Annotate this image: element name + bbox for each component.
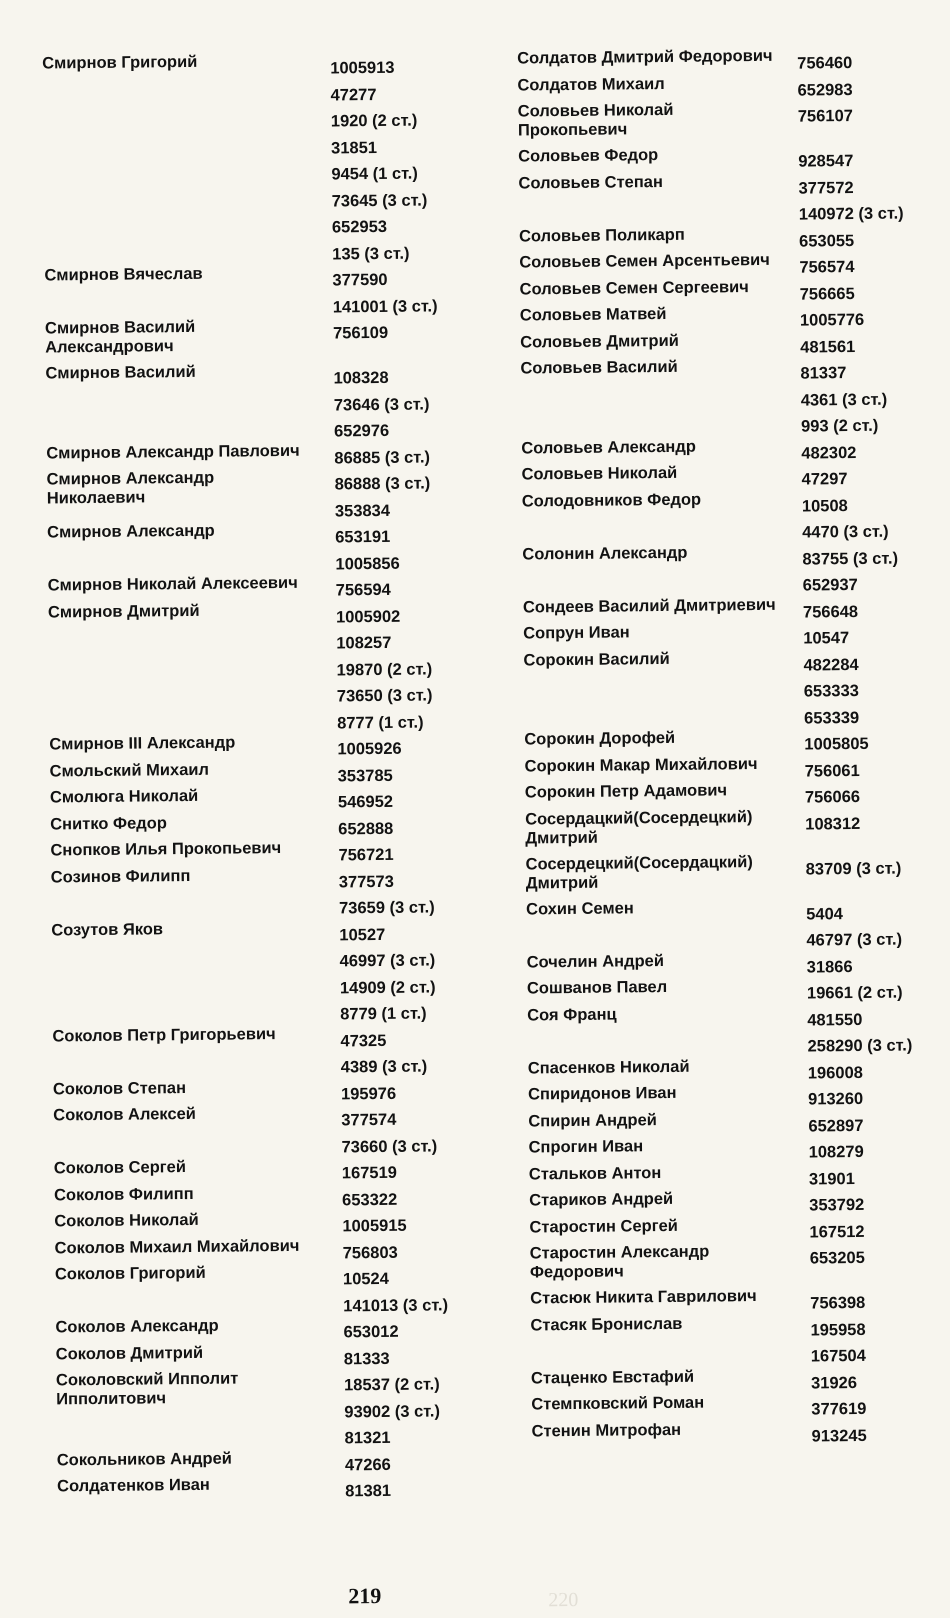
entry-name: Соколов Степан bbox=[52, 1078, 187, 1098]
entry-number: 913260 bbox=[808, 1090, 864, 1109]
entry-name: Сопрун Иван bbox=[523, 623, 630, 643]
entry-name: Сосердецкий(Сосердацкий) bbox=[525, 852, 753, 874]
entry-number: 4361 (3 ст.) bbox=[800, 390, 888, 410]
entry-number: 546952 bbox=[337, 792, 394, 812]
entry-number: 18537 (2 ст.) bbox=[343, 1375, 440, 1395]
entry-number: 31901 bbox=[808, 1169, 855, 1189]
entry-name: Смольский Михаил bbox=[49, 760, 210, 780]
entry-name: Соколов Сергей bbox=[53, 1158, 187, 1178]
entry-name: Соловьев Николай bbox=[517, 100, 674, 121]
entry-name: Солдатенков Иван bbox=[57, 1475, 210, 1496]
entry-number: 482284 bbox=[803, 655, 859, 675]
entry-name: Федорович bbox=[529, 1262, 624, 1282]
entry-number: 652888 bbox=[338, 819, 394, 838]
entry-number: 1005776 bbox=[799, 310, 865, 330]
entry-name: Созинов Филипп bbox=[50, 866, 191, 886]
entry-number: 913245 bbox=[811, 1426, 867, 1446]
entry-number: 81333 bbox=[343, 1349, 390, 1368]
entry-name: Смолюга Николай bbox=[49, 786, 199, 807]
entry-number: 756066 bbox=[804, 788, 861, 807]
entry-name: Старостин Сергей bbox=[529, 1216, 678, 1237]
entry-name: Сочелин Андрей bbox=[526, 951, 665, 972]
entry-name: Смирнов Александр bbox=[46, 468, 215, 489]
entry-number: 19661 (2 ст.) bbox=[806, 983, 903, 1003]
entry-number: 167519 bbox=[341, 1163, 398, 1183]
entry-number: 258290 (3 ст.) bbox=[807, 1036, 913, 1056]
entry-name: Стасяк Бронислав bbox=[530, 1314, 683, 1335]
entry-number: 47297 bbox=[801, 470, 848, 489]
entry-name: Соловьев Матвей bbox=[519, 305, 667, 325]
entry-number: 993 (2 ст.) bbox=[800, 416, 879, 436]
entry-name: Соколов Филипп bbox=[53, 1184, 194, 1204]
entry-name: Стариков Андрей bbox=[529, 1190, 674, 1210]
entry-name: Сорокин Макар Михайлович bbox=[524, 754, 758, 776]
entry-number: 31866 bbox=[806, 957, 853, 977]
entry-name: Старостин Александр bbox=[529, 1242, 710, 1263]
entry-number: 86885 (3 ст.) bbox=[334, 447, 431, 468]
entry-number: 47266 bbox=[344, 1455, 391, 1474]
entry-name: Смирнов Александр Павлович bbox=[46, 441, 300, 463]
entry-number: 73646 (3 ст.) bbox=[333, 395, 430, 415]
entry-name: Соловьев Василий bbox=[520, 357, 678, 378]
entry-name: Солдатов Михаил bbox=[517, 74, 665, 95]
entry-number: 10547 bbox=[803, 629, 850, 648]
entry-name: Сорокин Петр Адамович bbox=[524, 781, 728, 802]
entry-name: Солодовников Федор bbox=[521, 490, 702, 511]
entry-name: Соколов Михаил Михайлович bbox=[54, 1236, 300, 1257]
entry-number: 1005913 bbox=[330, 58, 395, 78]
entry-name: Стаценко Евстафий bbox=[530, 1367, 695, 1388]
entry-name: Смирнов Дмитрий bbox=[47, 601, 200, 622]
entry-number: 31851 bbox=[331, 138, 378, 157]
entry-number: 195976 bbox=[340, 1084, 397, 1103]
entry-number: 928547 bbox=[798, 152, 854, 171]
entry-name: Снопков Илья Прокопьевич bbox=[50, 839, 282, 860]
entry-number: 47325 bbox=[340, 1031, 387, 1050]
entry-name: Смирнов Григорий bbox=[42, 52, 198, 73]
entry-number: 1005856 bbox=[335, 554, 400, 573]
entry-name: Спиридонов Иван bbox=[527, 1084, 677, 1104]
page-number: 219 bbox=[348, 1583, 382, 1609]
entry-number: 652897 bbox=[808, 1116, 864, 1136]
entry-number: 8779 (1 ст.) bbox=[340, 1004, 427, 1024]
entry-number: 73659 (3 ст.) bbox=[338, 898, 435, 918]
entry-name: Сондеев Василий Дмитриевич bbox=[522, 595, 776, 617]
entry-number: 167512 bbox=[809, 1222, 865, 1242]
entry-number: 83709 (3 ст.) bbox=[805, 859, 902, 879]
entry-number: 653322 bbox=[342, 1190, 398, 1209]
entry-number: 652953 bbox=[331, 217, 388, 237]
entry-name: Соловьев Александр bbox=[521, 437, 696, 458]
entry-number: 353785 bbox=[337, 766, 393, 785]
entry-number: 377590 bbox=[332, 270, 388, 290]
entry-number: 756109 bbox=[332, 323, 389, 343]
entry-number: 10524 bbox=[342, 1269, 389, 1289]
entry-name: Снитко Федор bbox=[50, 813, 167, 833]
entry-number: 108279 bbox=[808, 1143, 864, 1162]
entry-number: 83755 (3 ст.) bbox=[802, 549, 899, 569]
entry-number: 46797 (3 ст.) bbox=[806, 930, 903, 950]
entry-name: Стенин Митрофан bbox=[531, 1420, 682, 1441]
entry-number: 377573 bbox=[338, 872, 394, 891]
entry-name: Александрович bbox=[45, 337, 174, 357]
entry-name: Соколов Дмитрий bbox=[55, 1343, 204, 1363]
entry-name: Соловьев Степан bbox=[518, 172, 663, 193]
entry-name: Соколов Николай bbox=[54, 1210, 199, 1231]
entry-name: Сошванов Павел bbox=[526, 978, 668, 998]
entry-number: 10527 bbox=[339, 925, 386, 944]
entry-name: Дмитрий bbox=[525, 873, 599, 893]
entry-number: 756721 bbox=[338, 845, 394, 865]
entry-name: Дмитрий bbox=[525, 828, 599, 848]
entry-number: 14909 (2 ст.) bbox=[339, 977, 436, 997]
entry-name: Смирнов Вячеслав bbox=[44, 264, 203, 285]
entry-number: 756574 bbox=[799, 258, 855, 277]
entry-number: 756648 bbox=[802, 602, 859, 622]
entry-number: 86888 (3 ст.) bbox=[334, 474, 431, 494]
entry-number: 31926 bbox=[810, 1373, 858, 1393]
entry-number: 756594 bbox=[335, 580, 391, 600]
entry-name: Соколов Григорий bbox=[54, 1263, 206, 1284]
entry-name: Соловьев Поликарп bbox=[518, 225, 685, 246]
entry-number: 46997 (3 ст.) bbox=[339, 951, 436, 971]
entry-name: Смирнов Александр bbox=[47, 521, 215, 542]
entry-number: 652983 bbox=[797, 80, 853, 100]
entry-name: Сокольников Андрей bbox=[56, 1449, 232, 1469]
entry-name: Смирнов III Александр bbox=[49, 733, 236, 754]
entry-number: 756061 bbox=[804, 761, 860, 781]
entry-number: 4470 (3 ст.) bbox=[802, 522, 889, 542]
entry-name: Стасюк Никита Гаврилович bbox=[530, 1287, 757, 1308]
entry-number: 482302 bbox=[801, 443, 857, 463]
entry-name: Соколовский Ипполит bbox=[55, 1369, 239, 1390]
entry-number: 141013 (3 ст.) bbox=[343, 1295, 449, 1315]
entry-number: 81321 bbox=[344, 1428, 391, 1448]
entry-number: 1005915 bbox=[342, 1216, 407, 1236]
entry-number: 756665 bbox=[799, 284, 855, 304]
entry-number: 653055 bbox=[799, 231, 855, 251]
entry-number: 73660 (3 ст.) bbox=[341, 1136, 438, 1156]
entry-name: Соколов Петр Григорьевич bbox=[52, 1024, 276, 1045]
entry-name: Соловьев Семен Арсентьевич bbox=[519, 250, 770, 272]
entry-number: 481550 bbox=[807, 1010, 863, 1030]
entry-number: 108328 bbox=[333, 368, 389, 388]
entry-number: 377619 bbox=[811, 1400, 867, 1419]
entry-number: 108257 bbox=[336, 633, 392, 653]
entry-name: Стемпковский Роман bbox=[531, 1393, 705, 1414]
entry-number: 756398 bbox=[810, 1294, 866, 1313]
entry-number: 1005926 bbox=[337, 739, 402, 759]
entry-name: Спасенков Николай bbox=[527, 1057, 690, 1078]
entry-number: 756107 bbox=[797, 107, 853, 126]
entry-number: 1005805 bbox=[804, 734, 869, 754]
entry-number: 1005902 bbox=[335, 607, 401, 626]
entry-number: 653012 bbox=[343, 1322, 399, 1342]
entry-name: Соловьев Дмитрий bbox=[520, 331, 679, 352]
entry-number: 196008 bbox=[807, 1063, 863, 1083]
entry-number: 652937 bbox=[802, 576, 858, 595]
entry-number: 756460 bbox=[797, 54, 853, 73]
entry-number: 652976 bbox=[333, 421, 390, 441]
entry-name: Спирин Андрей bbox=[528, 1110, 657, 1131]
entry-name: Солдатов Дмитрий Федорович bbox=[517, 46, 773, 68]
entry-number: 108312 bbox=[805, 814, 861, 834]
bleed-through-text: 220 bbox=[548, 1588, 579, 1612]
entry-number: 9454 (1 ст.) bbox=[331, 164, 418, 184]
entry-name: Стальков Антон bbox=[528, 1163, 662, 1184]
entry-name: Соловьев Федор bbox=[518, 146, 659, 166]
entry-number: 73645 (3 ст.) bbox=[331, 190, 428, 210]
entry-number: 653333 bbox=[803, 682, 859, 701]
entry-number: 167504 bbox=[810, 1347, 866, 1366]
entry-number: 481561 bbox=[800, 337, 856, 357]
entry-name: Ипполитович bbox=[56, 1389, 167, 1409]
entry-name: Сорокин Василий bbox=[523, 649, 670, 670]
entry-number: 10508 bbox=[801, 496, 848, 516]
entry-number: 4389 (3 ст.) bbox=[340, 1057, 428, 1077]
entry-number: 47277 bbox=[330, 85, 377, 104]
entry-number: 353834 bbox=[334, 501, 391, 520]
entry-name: Соя Франц bbox=[527, 1005, 617, 1025]
entry-name: Сохин Семен bbox=[525, 898, 634, 919]
entry-number: 81381 bbox=[345, 1481, 392, 1501]
entry-number: 653191 bbox=[335, 527, 391, 547]
entry-number: 135 (3 ст.) bbox=[332, 244, 410, 263]
entry-number: 93902 (3 ст.) bbox=[344, 1401, 441, 1421]
entry-number: 377572 bbox=[798, 178, 854, 198]
entry-name: Соколов Алексей bbox=[53, 1104, 196, 1125]
entry-number: 377574 bbox=[341, 1110, 397, 1130]
entry-name: Соколов Александр bbox=[55, 1316, 219, 1337]
entry-number: 653205 bbox=[809, 1249, 865, 1268]
entry-number: 73650 (3 ст.) bbox=[336, 686, 433, 706]
entry-name: Солонин Александр bbox=[522, 543, 688, 564]
entry-name: Смирнов Василий bbox=[45, 362, 196, 383]
entry-number: 81337 bbox=[800, 364, 847, 383]
entry-name: Сорокин Дорофей bbox=[524, 728, 676, 749]
entry-name: Смирнов Василий bbox=[44, 317, 196, 338]
entry-number: 140972 (3 ст.) bbox=[798, 204, 904, 224]
entry-number: 353792 bbox=[809, 1196, 865, 1215]
entry-number: 141001 (3 ст.) bbox=[332, 296, 438, 316]
entry-name: Смирнов Николай Алексеевич bbox=[47, 573, 298, 595]
entry-name: Спрогин Иван bbox=[528, 1137, 644, 1157]
entry-number: 1920 (2 ст.) bbox=[330, 111, 418, 131]
entry-name: Созутов Яков bbox=[51, 919, 164, 939]
entry-name: Сосердацкий(Сосердецкий) bbox=[525, 807, 753, 829]
entry-number: 5404 bbox=[806, 904, 843, 924]
entry-name: Прокопьевич bbox=[517, 120, 628, 140]
entry-number: 8777 (1 ст.) bbox=[337, 713, 424, 732]
entry-name: Соловьев Семен Сергеевич bbox=[519, 277, 749, 299]
entry-number: 756803 bbox=[342, 1243, 398, 1262]
entry-name: Соловьев Николай bbox=[521, 463, 678, 484]
entry-number: 195958 bbox=[810, 1320, 866, 1340]
entry-name: Николаевич bbox=[46, 488, 146, 508]
entry-number: 653339 bbox=[804, 708, 860, 728]
entry-number: 19870 (2 ст.) bbox=[336, 659, 433, 679]
